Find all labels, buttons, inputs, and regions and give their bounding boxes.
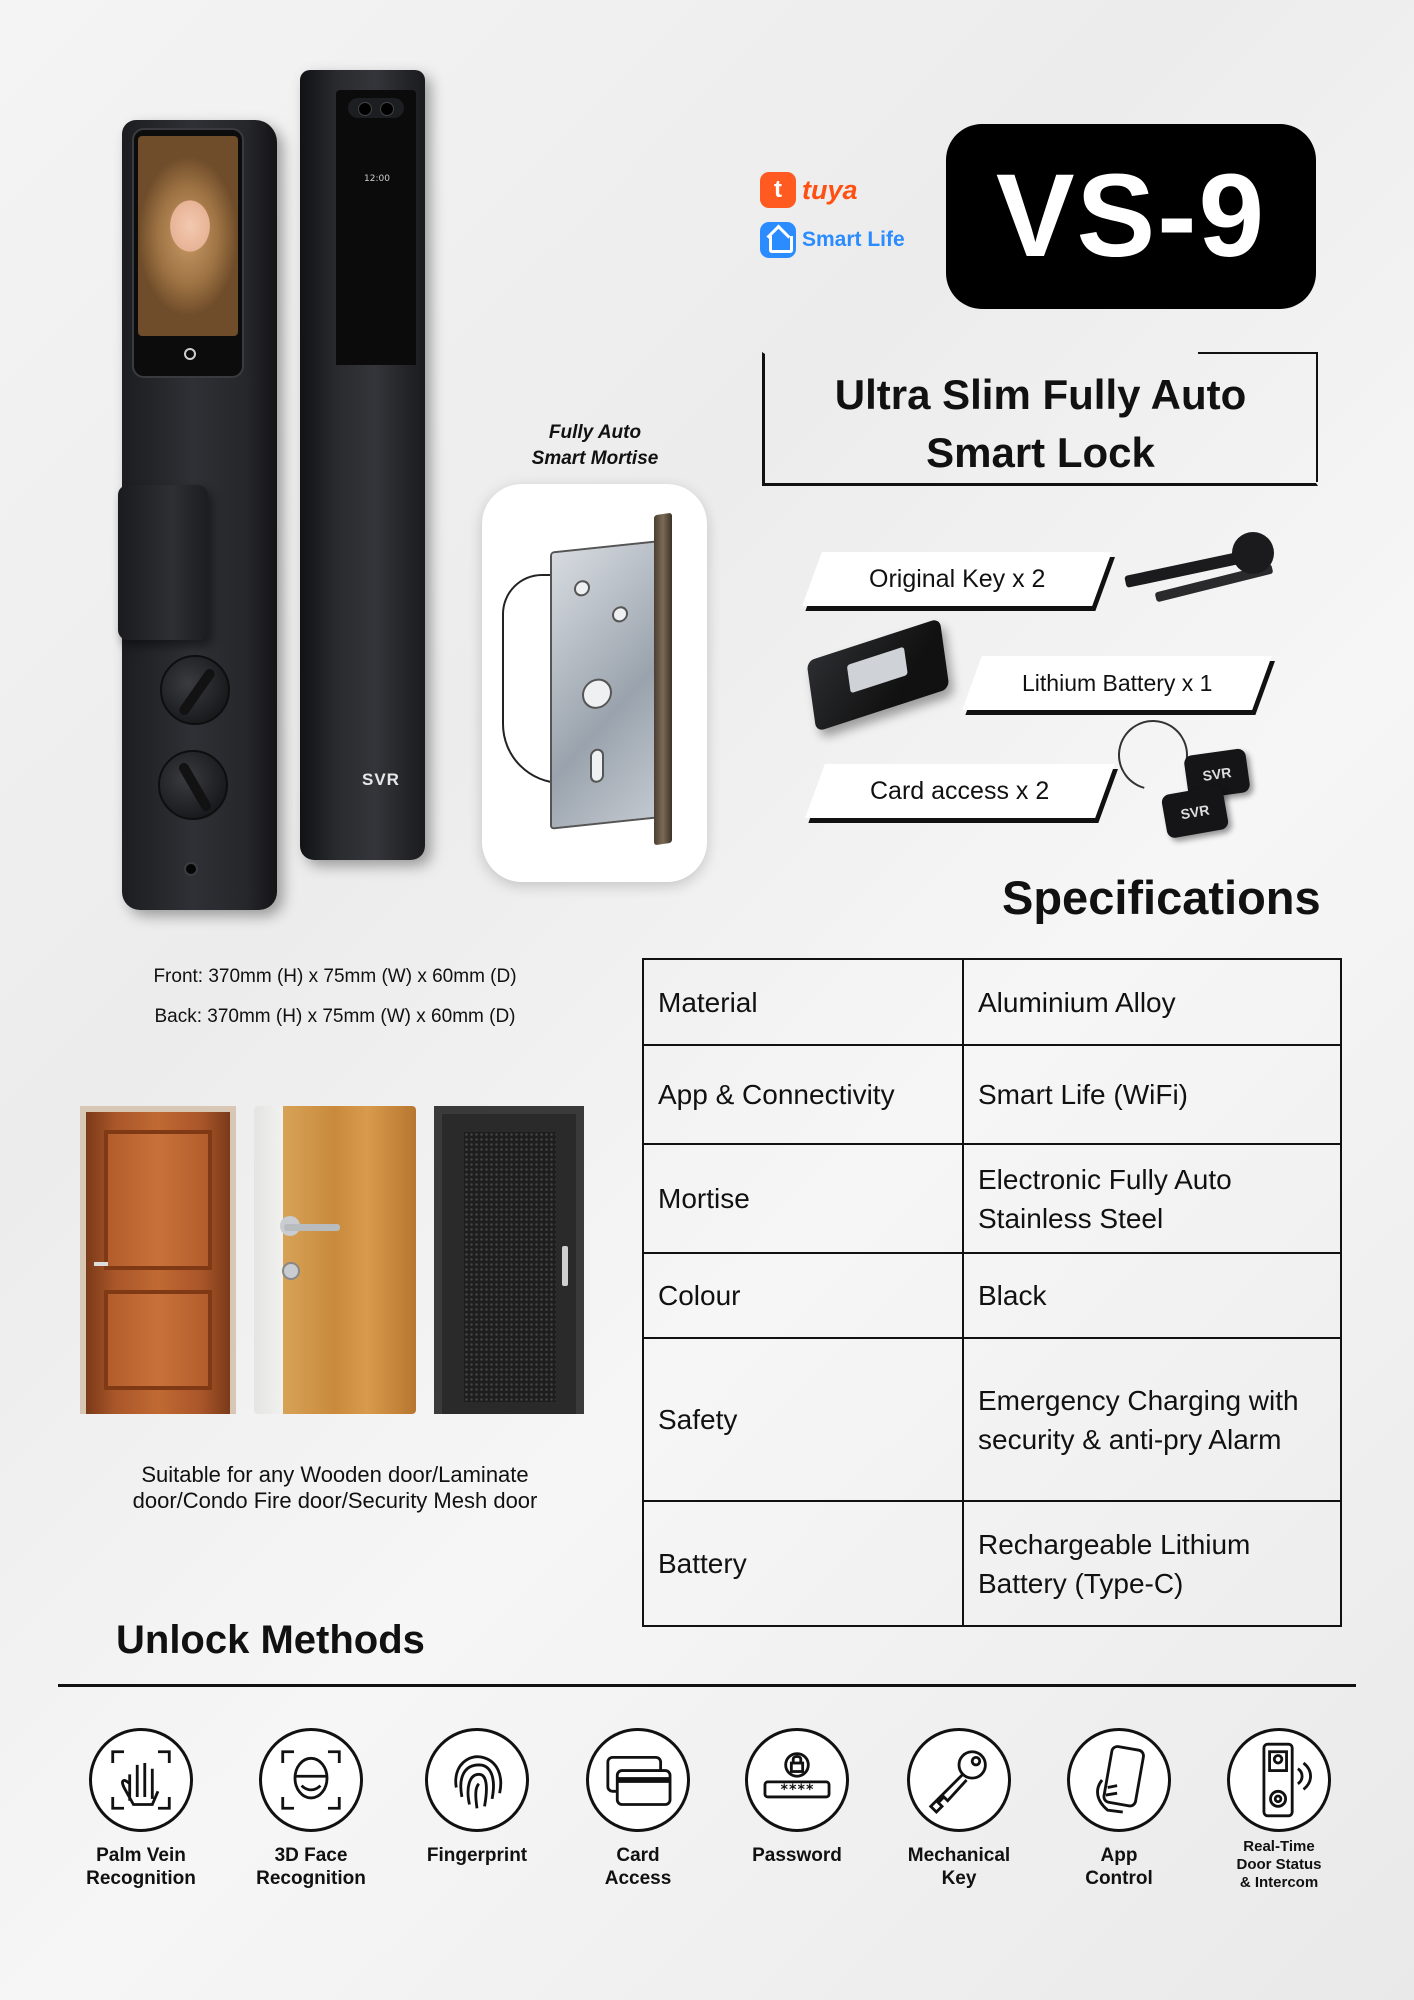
spec-row — [643, 1253, 1341, 1338]
fingerprint-icon — [425, 1728, 529, 1832]
method-label: Control — [1085, 1868, 1153, 1889]
accessory-battery-label: Lithium Battery x 1 — [962, 656, 1272, 710]
method-label: Palm Vein — [96, 1845, 186, 1866]
method-label: Key — [941, 1868, 977, 1889]
spec-value: Emergency Charging with security & anti-pry Alarm — [963, 1338, 1341, 1501]
spec-key: Safety — [643, 1338, 963, 1501]
spec-row — [643, 1045, 1341, 1144]
method-label: Fingerprint — [426, 1845, 528, 1866]
dimension-back: Back: 370mm (H) x 75mm (W) x 60mm (D) — [154, 1006, 516, 1027]
lock-screen-time: 12:00 — [364, 174, 390, 184]
method-label: Recognition — [256, 1868, 366, 1889]
mesh-door-image — [434, 1106, 584, 1414]
screen-face-photo — [138, 136, 238, 336]
spec-value: Electronic Fully Auto Stainless Steel — [963, 1144, 1341, 1253]
face-icon — [259, 1728, 363, 1832]
product-title-line1: Ultra Slim Fully Auto — [834, 371, 1247, 418]
card-icon — [586, 1728, 690, 1832]
lock-front-image — [122, 120, 277, 910]
key-icon — [907, 1728, 1011, 1832]
method-mechanical-key — [879, 1728, 1039, 1890]
spec-row — [643, 1144, 1341, 1253]
door-caption-line2: door/Condo Fire door/Security Mesh door — [132, 1488, 538, 1513]
product-title-line2: Smart Lock — [926, 429, 1155, 476]
screen-home-icon — [184, 348, 196, 360]
tuya-name: tuya — [802, 174, 858, 205]
method-card-access — [558, 1728, 718, 1890]
door-caption-line1: Suitable for any Wooden door/Laminate — [141, 1462, 529, 1487]
phone-icon — [1067, 1728, 1171, 1832]
specifications-heading: Specifications — [1002, 871, 1321, 924]
wooden-door-image — [80, 1106, 236, 1414]
spec-key: Battery — [643, 1501, 963, 1626]
spec-key: Colour — [643, 1253, 963, 1338]
method-label: App — [1100, 1845, 1138, 1866]
keyhole-icon — [184, 862, 198, 876]
tuya-brand — [760, 172, 858, 208]
method-label: & Intercom — [1239, 1874, 1319, 1891]
spec-key: Material — [643, 959, 963, 1045]
method-fingerprint — [397, 1728, 557, 1867]
lock-knob — [160, 655, 230, 725]
method-palm-vein — [61, 1728, 221, 1890]
mortise-body — [550, 540, 658, 829]
model-badge: VS-9 — [946, 124, 1316, 309]
method-password — [717, 1728, 877, 1867]
battery-icon — [806, 618, 949, 732]
spec-row — [643, 1501, 1341, 1626]
product-title-box — [762, 352, 1318, 486]
lock-front-screen — [132, 128, 244, 378]
method-app-control — [1039, 1728, 1199, 1890]
laminate-door-image — [254, 1106, 416, 1414]
method-3d-face — [231, 1728, 391, 1890]
mortise-title-line2: Smart Mortise — [531, 448, 659, 469]
spec-row — [643, 1338, 1341, 1501]
specifications-table — [642, 958, 1342, 1627]
spec-value: Rechargeable Lithium Battery (Type-C) — [963, 1501, 1341, 1626]
password-icon — [745, 1728, 849, 1832]
tuya-icon: t — [760, 172, 796, 208]
lock-thumb-turn — [158, 750, 228, 820]
smart-life-name: Smart Life — [802, 228, 905, 251]
method-label: Real-Time — [1243, 1838, 1315, 1855]
spec-row — [643, 959, 1341, 1045]
spec-value: Smart Life (WiFi) — [963, 1045, 1341, 1144]
camera-icon — [348, 98, 404, 118]
spec-key: App & Connectivity — [643, 1045, 963, 1144]
dimension-front: Front: 370mm (H) x 75mm (W) x 60mm (D) — [153, 966, 517, 987]
method-label: Door Status — [1236, 1856, 1322, 1873]
smart-life-brand — [760, 222, 905, 258]
palm-vein-icon — [89, 1728, 193, 1832]
method-label: Password — [752, 1845, 842, 1866]
key-icon — [1124, 540, 1274, 600]
method-intercom — [1199, 1728, 1359, 1892]
accessory-card-label: Card access x 2 — [805, 764, 1115, 818]
door-suitability-caption — [70, 1462, 600, 1514]
lock-back-image — [300, 70, 425, 860]
method-label: Mechanical — [907, 1845, 1011, 1866]
method-label: Access — [604, 1868, 672, 1889]
intercom-icon — [1227, 1728, 1331, 1832]
accessory-key-label: Original Key x 2 — [802, 552, 1112, 606]
spec-key: Mortise — [643, 1144, 963, 1253]
method-label: 3D Face — [274, 1845, 348, 1866]
lanyard-icon — [1105, 707, 1201, 803]
mortise-faceplate — [654, 513, 672, 846]
smart-life-home-icon — [760, 222, 796, 258]
product-title — [765, 366, 1316, 482]
password-pin: **** — [779, 1782, 815, 1799]
lock-handle — [118, 485, 208, 640]
mortise-image-card — [482, 484, 707, 882]
unlock-divider — [58, 1684, 1356, 1687]
mortise-title — [500, 420, 690, 472]
card-fob-icon: SVR — [1161, 785, 1230, 839]
lock-logo: SVR — [362, 770, 400, 789]
method-label: Card — [616, 1845, 660, 1866]
spec-value: Aluminium Alloy — [963, 959, 1341, 1045]
spec-value: Black — [963, 1253, 1341, 1338]
card-fob-icon: SVR — [1183, 748, 1251, 800]
unlock-methods-heading: Unlock Methods — [116, 1618, 425, 1662]
mortise-title-line1: Fully Auto — [548, 422, 642, 443]
lock-back-panel — [336, 90, 416, 365]
method-label: Recognition — [86, 1868, 196, 1889]
